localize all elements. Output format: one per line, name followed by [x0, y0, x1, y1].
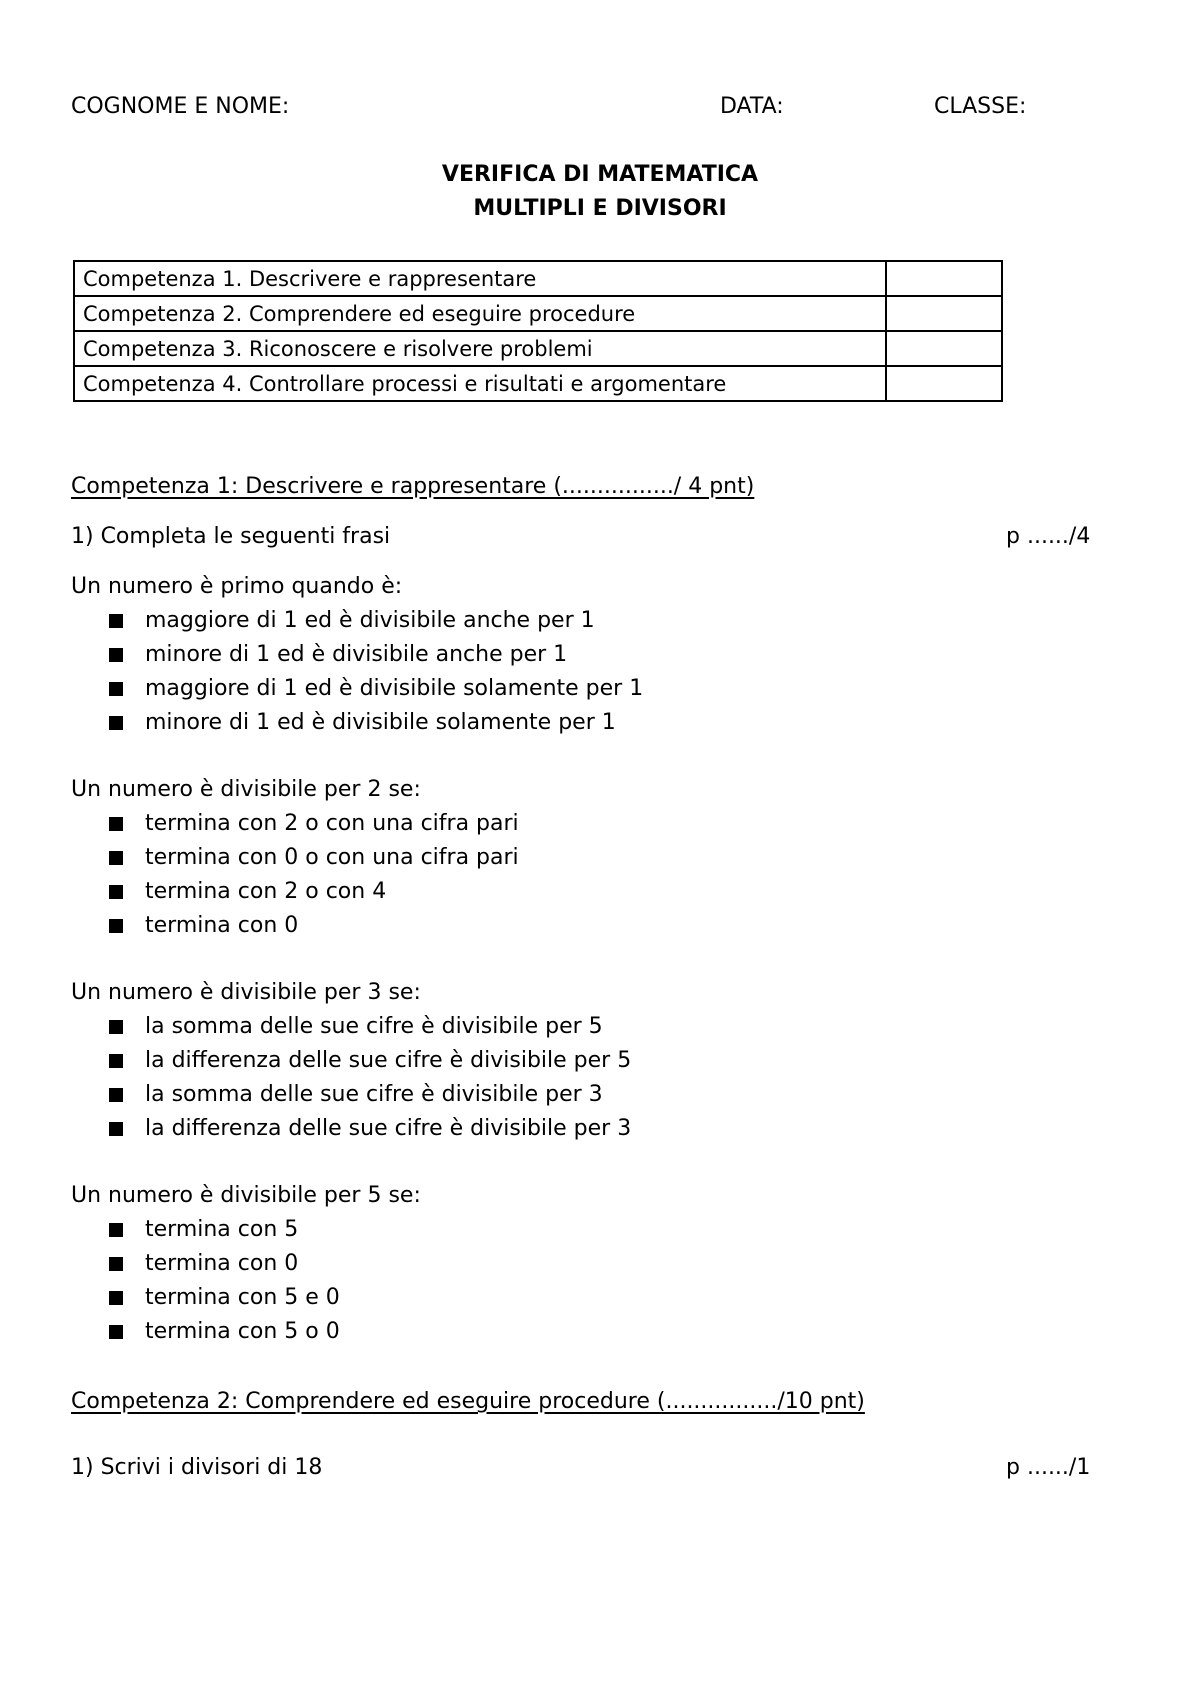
option-text: maggiore di 1 ed è divisibile anche per 1	[145, 608, 595, 633]
option-item[interactable]	[109, 1112, 631, 1146]
date-label: DATA:	[720, 94, 784, 119]
score-cell[interactable]	[886, 366, 1002, 401]
option-item[interactable]	[109, 807, 519, 841]
option-item[interactable]	[109, 1247, 421, 1281]
table-row	[74, 366, 1002, 401]
question-group-div2	[71, 773, 519, 943]
name-label: COGNOME E NOME:	[71, 94, 290, 119]
section2-question: 1) Scrivi i divisori di 18	[71, 1455, 323, 1480]
section2-points: p ....../1	[1006, 1455, 1091, 1480]
option-item[interactable]	[109, 909, 519, 943]
option-text: termina con 2 o con 4	[145, 879, 387, 904]
section1-points: p ....../4	[1006, 524, 1091, 549]
option-text: la differenza delle sue cifre è divisibile per 3	[145, 1116, 632, 1141]
option-text: termina con 5 e 0	[145, 1285, 340, 1310]
option-item[interactable]	[109, 1044, 631, 1078]
option-list	[71, 1213, 421, 1349]
competence-label: Competenza 4. Controllare processi e risultati e argomentare	[74, 366, 886, 401]
option-item[interactable]	[109, 604, 643, 638]
option-text: termina con 0	[145, 1251, 299, 1276]
square-bullet-icon	[109, 1020, 123, 1034]
square-bullet-icon	[109, 682, 123, 696]
option-item[interactable]	[109, 706, 643, 740]
square-bullet-icon	[109, 1257, 123, 1271]
score-cell[interactable]	[886, 261, 1002, 296]
option-item[interactable]	[109, 875, 519, 909]
square-bullet-icon	[109, 1122, 123, 1136]
competences-table	[73, 260, 1003, 402]
option-list	[71, 604, 643, 740]
question-group-div5	[71, 1179, 421, 1349]
score-cell[interactable]	[886, 296, 1002, 331]
square-bullet-icon	[109, 817, 123, 831]
option-item[interactable]	[109, 1281, 421, 1315]
question-lead: Un numero è divisibile per 5 se:	[71, 1183, 421, 1208]
competence-label: Competenza 3. Riconoscere e risolvere problemi	[74, 331, 886, 366]
square-bullet-icon	[109, 648, 123, 662]
square-bullet-icon	[109, 1291, 123, 1305]
section2-heading: Competenza 2: Comprendere ed eseguire procedure (................/10 pnt)	[71, 1389, 865, 1414]
square-bullet-icon	[109, 851, 123, 865]
option-list	[71, 1010, 631, 1146]
square-bullet-icon	[109, 1325, 123, 1339]
question-lead: Un numero è divisibile per 3 se:	[71, 980, 421, 1005]
table-row	[74, 331, 1002, 366]
square-bullet-icon	[109, 1054, 123, 1068]
square-bullet-icon	[109, 1088, 123, 1102]
option-text: termina con 0 o con una cifra pari	[145, 845, 519, 870]
question-lead: Un numero è divisibile per 2 se:	[71, 777, 421, 802]
option-item[interactable]	[109, 1315, 421, 1349]
option-item[interactable]	[109, 672, 643, 706]
square-bullet-icon	[109, 614, 123, 628]
option-text: termina con 0	[145, 913, 299, 938]
section1-question: 1) Completa le seguenti frasi	[71, 524, 391, 549]
option-text: termina con 2 o con una cifra pari	[145, 811, 519, 836]
option-item[interactable]	[109, 638, 643, 672]
option-text: minore di 1 ed è divisibile anche per 1	[145, 642, 568, 667]
square-bullet-icon	[109, 919, 123, 933]
option-item[interactable]	[109, 1213, 421, 1247]
option-text: termina con 5	[145, 1217, 299, 1242]
question-lead: Un numero è primo quando è:	[71, 574, 403, 599]
option-text: termina con 5 o 0	[145, 1319, 340, 1344]
option-text: minore di 1 ed è divisibile solamente per 1	[145, 710, 616, 735]
option-text: la differenza delle sue cifre è divisibile per 5	[145, 1048, 632, 1073]
square-bullet-icon	[109, 1223, 123, 1237]
table-row	[74, 296, 1002, 331]
option-item[interactable]	[109, 1078, 631, 1112]
square-bullet-icon	[109, 885, 123, 899]
page-title: VERIFICA DI MATEMATICA	[441, 162, 759, 187]
square-bullet-icon	[109, 716, 123, 730]
option-text: la somma delle sue cifre è divisibile per 3	[145, 1082, 603, 1107]
question-group-prime	[71, 570, 643, 740]
competence-label: Competenza 2. Comprendere ed eseguire procedure	[74, 296, 886, 331]
page-subtitle: MULTIPLI E DIVISORI	[473, 196, 727, 221]
section1-heading: Competenza 1: Descrivere e rappresentare (................/ 4 pnt)	[71, 474, 755, 499]
score-cell[interactable]	[886, 331, 1002, 366]
competence-label: Competenza 1. Descrivere e rappresentare	[74, 261, 886, 296]
question-group-div3	[71, 976, 631, 1146]
table-row	[74, 261, 1002, 296]
option-item[interactable]	[109, 1010, 631, 1044]
option-item[interactable]	[109, 841, 519, 875]
option-text: la somma delle sue cifre è divisibile per 5	[145, 1014, 603, 1039]
class-label: CLASSE:	[934, 94, 1027, 119]
option-list	[71, 807, 519, 943]
option-text: maggiore di 1 ed è divisibile solamente per 1	[145, 676, 644, 701]
